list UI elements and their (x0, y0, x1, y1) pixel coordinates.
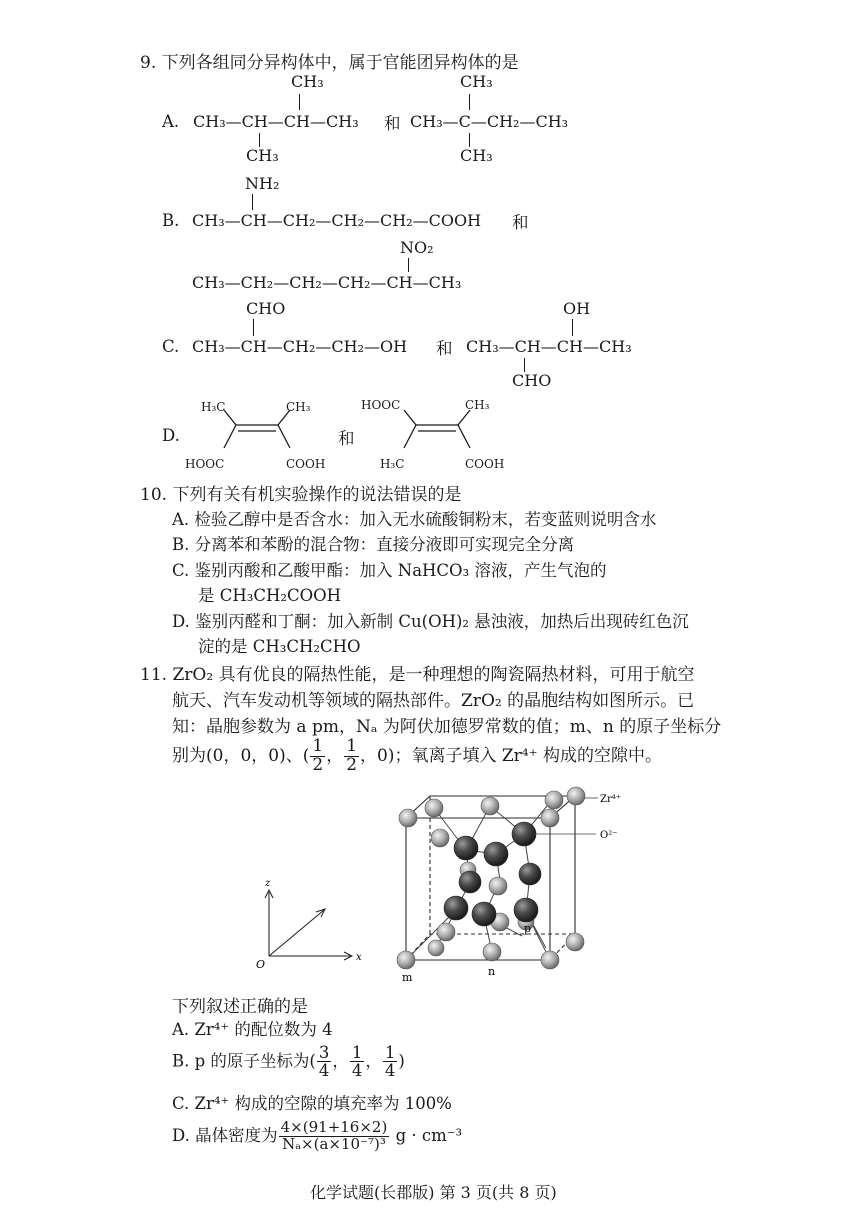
q9b-second-bond-top (408, 258, 409, 272)
q9c-right-bond-top (572, 319, 573, 336)
zr-ions (397, 787, 585, 969)
q9-option-a-label: A. (162, 112, 180, 131)
q11-prompt: 下列叙述正确的是 (172, 997, 308, 1017)
q10-option-a: A. 检验乙醇中是否含水：加入无水硫酸铜粉末，若变蓝则说明含水 (172, 510, 657, 529)
q9a-right-main: CH₃—C—CH₂—CH₃ (410, 112, 569, 131)
q9a-right-bond-bottom (469, 133, 470, 147)
q10-option-c-line1: C. 鉴别丙酸和乙酸甲酯：加入 NaHCO₃ 溶液，产生气泡的 (172, 561, 607, 580)
q11-line2: 航天、汽车发动机等领域的隔热部件。ZrO₂ 的晶胞结构如图所示。已 (172, 691, 695, 711)
q9a-left-top: CH₃ (291, 72, 324, 91)
q9d-right-tl: HOOC (361, 398, 401, 412)
q9c-right-bond-bottom (524, 358, 525, 372)
page-footer: 化学试题(长郡版) 第 3 页(共 8 页) (310, 1183, 557, 1202)
point-n-label: n (488, 965, 496, 978)
q9-option-c-label: C. (162, 337, 180, 356)
q11-option-b: B. p 的原子坐标为( $\frac{3}{4}$ ， $\frac{1}{4}$ ， $\frac{1}{4}$ ) (172, 1043, 405, 1081)
q11-line4: 别为(0，0，0)、( $\frac{1}{2}$ ， $\frac{1}{2}$ ，0)；氧离子填入 Zr⁴⁺ 构成的空隙中。 (172, 736, 662, 775)
q11-option-c: C. Zr⁴⁺ 构成的空隙的填充率为 100% (172, 1094, 452, 1113)
q9a-right-bond-top (469, 94, 470, 110)
q9c-right-main: CH₃—CH—CH—CH₃ (466, 337, 632, 356)
q9a-left-bond-bottom (259, 133, 260, 147)
axis-x-label: x (356, 952, 362, 963)
q9d-right-br: COOH (465, 457, 505, 471)
q11-line1: 11. ZrO₂ 具有优良的隔热性能，是一种理想的陶瓷隔热材料，可用于航空 (140, 665, 695, 685)
axis-origin-label: O (256, 958, 266, 971)
q9c-left-top: CHO (246, 299, 286, 318)
q11-frac2: $\frac{1}{2}$ (346, 736, 358, 775)
q11b-frac2: $\frac{1}{4}$ (351, 1043, 363, 1081)
q9a-and: 和 (384, 114, 401, 133)
q9b-bond-top (252, 194, 253, 210)
q9-option-d-label: D. (162, 426, 180, 445)
q11-line4-post: ，0)；氧离子填入 Zr⁴⁺ 构成的空隙中。 (360, 745, 662, 766)
q9c-right-top: OH (563, 299, 591, 318)
q9a-left-bond-top (299, 94, 300, 110)
q9-option-b-label: B. (162, 211, 180, 230)
o-ion-label: O²⁻ (600, 830, 618, 841)
q10-option-b: B. 分离苯和苯酚的混合物：直接分液即可实现完全分离 (172, 535, 575, 554)
q11b-frac1: $\frac{3}{4}$ (318, 1043, 330, 1081)
q9d-left-bl: HOOC (185, 457, 225, 471)
q9a-right-bottom: CH₃ (460, 146, 493, 165)
q9b-main: CH₃—CH—CH₂—CH₂—CH₂—COOH (192, 211, 482, 230)
zro2-unit-cell-figure (250, 782, 650, 992)
q11-frac1: $\frac{1}{2}$ (312, 736, 324, 775)
coordinate-axes (265, 890, 352, 960)
q11-line3: 知：晶胞参数为 a pm，Nₐ 为阿伏加德罗常数的值；m、n 的原子坐标分 (172, 717, 722, 737)
q11d-density-fraction: $\frac{4\times(91+16\times 2)}{\text{Nₐ×(a×10⁻⁷)³}}$ (280, 1118, 388, 1153)
q10-option-d-line1: D. 鉴别丙醛和丁酮：加入新制 Cu(OH)₂ 悬浊液，加热后出现砖红色沉 (172, 612, 689, 631)
q9b-second-main: CH₃—CH₂—CH₂—CH₂—CH—CH₃ (192, 273, 462, 292)
q9a-right-top: CH₃ (460, 72, 493, 91)
q10-option-c-line2: 是 CH₃CH₂COOH (198, 586, 342, 605)
q9a-left-bottom: CH₃ (246, 146, 279, 165)
q9b-and: 和 (512, 213, 529, 232)
q9c-left-bond-top (253, 319, 254, 336)
q9d-left-tl: H₃C (201, 400, 226, 414)
q9d-right-bl: H₃C (380, 457, 405, 471)
point-m-label: m (402, 971, 413, 984)
q9d-right-tr: CH₃ (465, 398, 490, 412)
q9d-left-br: COOH (286, 457, 326, 471)
q9-stem: 9. 下列各组同分异构体中，属于官能团异构体的是 (140, 53, 519, 73)
q9a-left-main: CH₃—CH—CH—CH₃ (193, 112, 359, 131)
q10-option-d-line2: 淀的是 CH₃CH₂CHO (198, 637, 361, 656)
o-ions (444, 822, 541, 926)
q11b-frac3: $\frac{1}{4}$ (384, 1043, 396, 1081)
point-p-label: p (524, 922, 532, 935)
q9c-left-main: CH₃—CH—CH₂—CH₂—OH (192, 337, 408, 356)
q9c-right-bottom: CHO (512, 371, 552, 390)
q9b-top: NH₂ (245, 174, 280, 193)
q11-option-a: A. Zr⁴⁺ 的配位数为 4 (172, 1020, 333, 1039)
q9b-second-top: NO₂ (400, 238, 434, 257)
q11-option-d: D. 晶体密度为 $\frac{4\times(91+16\times 2)}{\text{Nₐ×(a×10⁻⁷)³}}$ g · cm⁻³ (172, 1118, 463, 1153)
q9d-and: 和 (338, 429, 355, 448)
q9c-and: 和 (436, 339, 453, 358)
axis-z-label: z (265, 878, 271, 889)
q10-stem: 10. 下列有关有机实验操作的说法错误的是 (140, 485, 462, 505)
q11-line4-pre: 别为(0，0，0)、( (172, 745, 310, 766)
zr-ion-label: Zr⁴⁺ (600, 794, 622, 805)
q9d-left-tr: CH₃ (286, 400, 311, 414)
